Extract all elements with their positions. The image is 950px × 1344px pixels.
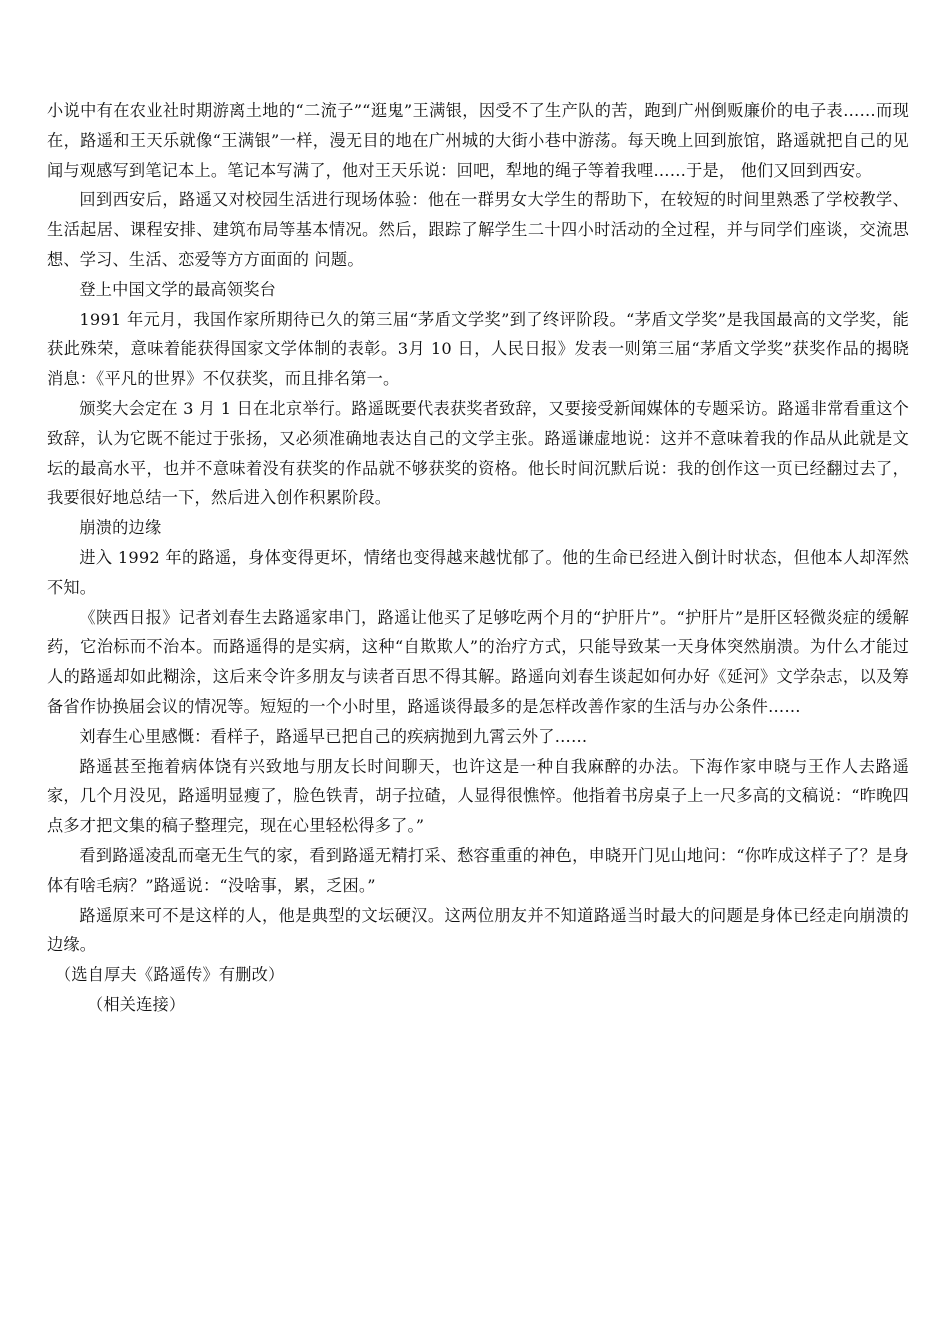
paragraph-campus-experience: 回到西安后，路遥又对校园生活进行现场体验：他在一群男女大学生的帮助下，在较短的时间里熟悉了学校教学、生活起居、课程安排、建筑布局等基本情况。然后，跟踪了解学生二十四小时活动的全过程，并与同学们座谈，交流思想、学习、生活、恋爱等方方面面的 问题。 <box>47 190 909 269</box>
paragraph-shen-xiao-question: 看到路遥凌乱而毫无生气的家，看到路遥无精打采、愁容重重的神色，申晓开门见山地问：“你咋成这样子了？是身体有啥毛病？”路遥说：“没啥事，累，乏困。” <box>47 845 909 895</box>
paragraph-edge-of-collapse: 路遥原来可不是这样的人，他是典型的文坛硬汉。这两位朋友并不知道路遥当时最大的问题是身体已经走向崩溃的边缘。 <box>47 905 909 955</box>
paragraph-1992-health: 进入 1992 年的路遥，身体变得更坏，情绪也变得越来越忧郁了。他的生命已经进入倒计时状态，但他本人却浑然不知。 <box>47 547 909 597</box>
related-links-label: （相关连接） <box>87 994 186 1014</box>
paragraph-award-ceremony: 颁奖大会定在 3 月 1 日在北京举行。路遥既要代表获奖者致辞，又要接受新闻媒体的专题采访。路遥非常看重这个致辞，认为它既不能过于张扬，又必须准确地表达自己的文学主张。路遥谦虚地说：这并不意味着我的作品从此就是文坛的最高水平，也并不意味着没有获奖的作品就不够获奖的资格。他长时间沉默后说：我的创作这一页已经翻过去了，我要很好地总结一下，然后进入创作积累阶段。 <box>47 398 909 508</box>
paragraph-guangzhou-wandering: 小说中有在农业社时期游离土地的“二流子”“逛鬼”王满银，因受不了生产队的苦，跑到广州倒贩廉价的电子表……而现在，路遥和王天乐就像“王满银”一样，漫无目的地在广州城的大街小巷中游荡。每天晚上回到旅馆，路遥就把自己的见闻与观感写到笔记本上。笔记本写满了，他对王天乐说：回吧，犁地的绳子等着我哩……于是， 他们又回到西安。 <box>47 101 909 180</box>
section-heading-award: 登上中国文学的最高领奖台 <box>79 279 277 299</box>
document-page <box>47 96 909 1020</box>
paragraph-friends-visit: 路遥甚至拖着病体饶有兴致地与朋友长时间聊天，也许这是一种自我麻醉的办法。下海作家申晓与王作人去路遥家，几个月没见，路遥明显瘦了，脸色铁青，胡子拉碴，人显得很憔悴。他指着书房桌子上一尺多高的文稿说：“昨晚四点多才把文集的稿子整理完，现在心里轻松得多了。” <box>47 756 909 836</box>
section-heading-collapse: 崩溃的边缘 <box>79 518 162 538</box>
paragraph-liu-reflection: 刘春生心里感慨：看样子，路遥早已把自己的疾病抛到九霄云外了…… <box>79 726 588 746</box>
source-citation: （选自厚夫《路遥传》有删改） <box>55 965 285 985</box>
paragraph-maodun-prize: 1991 年元月，我国作家所期待已久的第三届“茅盾文学奖”到了终评阶段。“茅盾文学奖”是我国最高的文学奖，能获此殊荣，意味着能获得国家文学体制的表彰。3月 10 日，人民日报》发表一则第三届“茅盾文学奖”获奖作品的揭晓消息：《平凡的世界》不仅获奖，而且排名第一。 <box>47 309 909 389</box>
paragraph-liver-pills: 《陕西日报》记者刘春生去路遥家串门，路遥让他买了足够吃两个月的“护肝片”。“护肝片”是肝区轻微炎症的缓解药，它治标而不治本。而路遥得的是实病，这种“自欺欺人”的治疗方式，只能导致某一天身体突然崩溃。为什么才能过人的路遥却如此糊涂，这后来令许多朋友与读者百思不得其解。路遥向刘春生谈起如何办好《延河》文学杂志，以及筹备省作协换届会议的情况等。短短的一个小时里，路遥谈得最多的是怎样改善作家的生活与办公条件…… <box>47 607 909 716</box>
